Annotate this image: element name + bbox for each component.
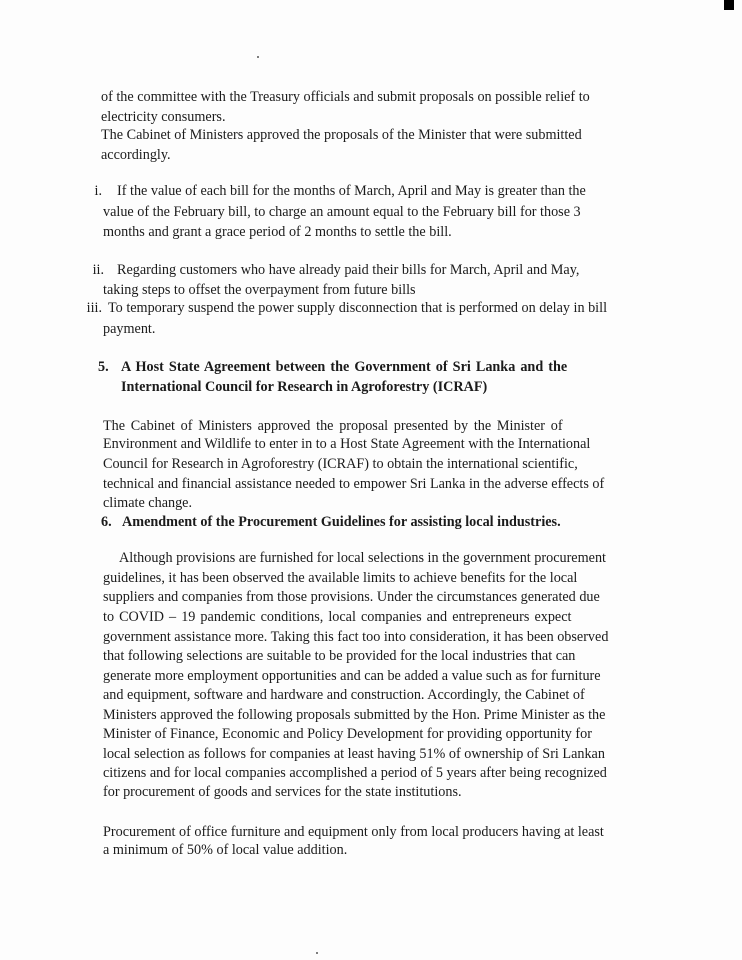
- list-number: ii.: [92, 262, 104, 278]
- text-line: Minister of Finance, Economic and Policy Development for providing opportunity for: [103, 726, 592, 742]
- text-line: for procurement of goods and services for the state institutions.: [103, 784, 462, 800]
- section-title-line: A Host State Agreement between the Government of Sri Lanka and the: [121, 359, 568, 375]
- text-line: of the committee with the Treasury officials and submit proposals on possible relief to: [101, 89, 590, 105]
- section-title-line: Amendment of the Procurement Guidelines for assisting local industries.: [122, 514, 561, 530]
- text-line: accordingly.: [101, 147, 171, 163]
- text-line: taking steps to offset the overpayment from future bills: [103, 282, 416, 298]
- text-line: months and grant a grace period of 2 months to settle the bill.: [103, 224, 452, 240]
- scan-speck: [257, 56, 259, 58]
- section-number: 5.: [98, 359, 109, 375]
- text-line: government assistance more. Taking this fact too into consideration, it has been observed: [103, 629, 609, 645]
- text-line: generate more employment opportunities and can be added a value such as for furniture: [103, 668, 601, 684]
- text-line: local selection as follows for companies at least having 51% of ownership of Sri Lankan: [103, 746, 605, 762]
- text-line: climate change.: [103, 495, 193, 511]
- text-line: Ministers approved the following proposals submitted by the Hon. Prime Minister as the: [103, 707, 606, 723]
- text-line: Council for Research in Agroforestry (ICRAF) to obtain the international scientific,: [103, 456, 578, 472]
- text-line: technical and financial assistance needed to empower Sri Lanka in the adverse effects of: [103, 476, 605, 492]
- section-title-line: International Council for Research in Agroforestry (ICRAF): [121, 379, 488, 395]
- text-line: to COVID – 19 pandemic conditions, local companies and entrepreneurs expect: [103, 609, 572, 625]
- text-line: value of the February bill, to charge an amount equal to the February bill for those 3: [103, 204, 581, 220]
- text-line: To temporary suspend the power supply disconnection that is performed on delay in bill: [108, 300, 608, 316]
- text-line: Regarding customers who have already paid their bills for March, April and May,: [117, 262, 580, 278]
- scan-corner-mark: [724, 0, 734, 10]
- scan-speck: [316, 952, 318, 954]
- list-number: i.: [94, 183, 102, 199]
- text-line: The Cabinet of Ministers approved the proposals of the Minister that were submitted: [101, 127, 582, 143]
- text-line: and equipment, software and hardware and construction. Accordingly, the Cabinet of: [103, 687, 585, 703]
- section-number: 6.: [101, 514, 112, 530]
- text-line: guidelines, it has been observed the available limits to achieve benefits for the local: [103, 570, 578, 586]
- text-line: electricity consumers.: [101, 109, 226, 125]
- text-line: suppliers and companies from those provisions. Under the circumstances generated due: [103, 589, 600, 605]
- text-line: a minimum of 50% of local value addition.: [103, 842, 348, 858]
- text-line: that following selections are suitable to be provided for the local industries that can: [103, 648, 576, 664]
- text-line: payment.: [103, 321, 156, 337]
- text-line: Although provisions are furnished for local selections in the government procurement: [119, 550, 606, 566]
- text-line: Environment and Wildlife to enter in to a Host State Agreement with the International: [103, 436, 591, 452]
- text-line: The Cabinet of Ministers approved the proposal presented by the Minister of: [103, 418, 563, 434]
- text-line: Procurement of office furniture and equipment only from local producers having at least: [103, 824, 604, 840]
- text-line: citizens and for local companies accomplished a period of 5 years after being recognized: [103, 765, 607, 781]
- list-number: iii.: [86, 300, 102, 316]
- text-line: If the value of each bill for the months of March, April and May is greater than the: [117, 183, 586, 199]
